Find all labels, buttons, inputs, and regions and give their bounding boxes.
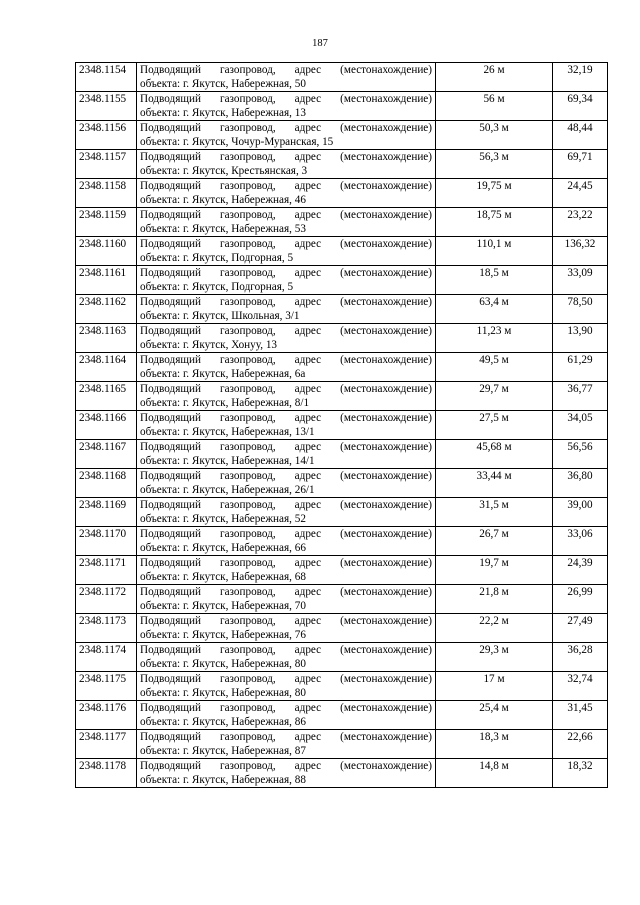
row-description-cell (137, 150, 436, 179)
table-body (76, 63, 608, 788)
row-id-cell: 2348.1160 (76, 237, 137, 266)
row-length-cell: 29,7 м (436, 382, 553, 411)
row-description-cell (137, 440, 436, 469)
description-line-1: Подводящий газопровод, адрес (местонахождение) (140, 122, 432, 134)
row-description-cell (137, 556, 436, 585)
description-line-2: объекта: г. Якутск, Хонуу, 13 (140, 339, 278, 351)
description-line-1: Подводящий газопровод, адрес (местонахождение) (140, 615, 432, 627)
row-value-cell: 33,09 (553, 266, 608, 295)
row-description-cell (137, 730, 436, 759)
table-row (76, 614, 608, 643)
description-line-1: Подводящий газопровод, адрес (местонахождение) (140, 209, 432, 221)
row-value-cell: 26,99 (553, 585, 608, 614)
row-description-cell (137, 208, 436, 237)
description-line-1: Подводящий газопровод, адрес (местонахождение) (140, 441, 432, 453)
description-line-2: объекта: г. Якутск, Набережная, 80 (140, 687, 306, 699)
page-number: 187 (312, 38, 328, 49)
row-value-cell: 24,39 (553, 556, 608, 585)
row-length-cell: 56 м (436, 92, 553, 121)
table-row (76, 469, 608, 498)
row-length-cell: 19,75 м (436, 179, 553, 208)
row-length-cell: 26,7 м (436, 527, 553, 556)
row-value-cell: 69,34 (553, 92, 608, 121)
row-value-cell: 61,29 (553, 353, 608, 382)
table-row (76, 643, 608, 672)
row-length-cell: 45,68 м (436, 440, 553, 469)
row-id-cell: 2348.1176 (76, 701, 137, 730)
row-length-cell: 56,3 м (436, 150, 553, 179)
table-row (76, 411, 608, 440)
description-line-2: объекта: г. Якутск, Набережная, 26/1 (140, 484, 315, 496)
row-description-cell (137, 672, 436, 701)
description-line-2: объекта: г. Якутск, Набережная, 6а (140, 368, 306, 380)
row-description-cell (137, 266, 436, 295)
description-line-1: Подводящий газопровод, адрес (местонахождение) (140, 383, 432, 395)
description-line-2: объекта: г. Якутск, Набережная, 86 (140, 716, 306, 728)
table-row (76, 295, 608, 324)
description-line-1: Подводящий газопровод, адрес (местонахождение) (140, 238, 432, 250)
description-line-1: Подводящий газопровод, адрес (местонахождение) (140, 93, 432, 105)
description-line-1: Подводящий газопровод, адрес (местонахождение) (140, 557, 432, 569)
row-id-cell: 2348.1173 (76, 614, 137, 643)
description-line-2: объекта: г. Якутск, Набережная, 46 (140, 194, 306, 206)
table-row (76, 63, 608, 92)
row-value-cell: 56,56 (553, 440, 608, 469)
row-id-cell: 2348.1165 (76, 382, 137, 411)
row-id-cell: 2348.1161 (76, 266, 137, 295)
gas-pipeline-table (75, 62, 608, 788)
description-line-1: Подводящий газопровод, адрес (местонахождение) (140, 325, 432, 337)
table-row (76, 353, 608, 382)
row-value-cell: 34,05 (553, 411, 608, 440)
table-row (76, 237, 608, 266)
row-id-cell: 2348.1174 (76, 643, 137, 672)
row-value-cell: 136,32 (553, 237, 608, 266)
row-value-cell: 27,49 (553, 614, 608, 643)
description-line-2: объекта: г. Якутск, Набережная, 52 (140, 513, 306, 525)
row-value-cell: 22,66 (553, 730, 608, 759)
row-description-cell (137, 237, 436, 266)
table-row (76, 266, 608, 295)
row-length-cell: 27,5 м (436, 411, 553, 440)
row-description-cell (137, 382, 436, 411)
row-value-cell: 48,44 (553, 121, 608, 150)
description-line-1: Подводящий газопровод, адрес (местонахождение) (140, 499, 432, 511)
row-id-cell: 2348.1172 (76, 585, 137, 614)
row-length-cell: 63,4 м (436, 295, 553, 324)
description-line-2: объекта: г. Якутск, Набережная, 13/1 (140, 426, 315, 438)
description-line-2: объекта: г. Якутск, Набережная, 8/1 (140, 397, 310, 409)
table-row (76, 179, 608, 208)
row-description-cell (137, 701, 436, 730)
description-line-2: объекта: г. Якутск, Набережная, 13 (140, 107, 306, 119)
table-row (76, 440, 608, 469)
description-line-1: Подводящий газопровод, адрес (местонахождение) (140, 267, 432, 279)
row-value-cell: 36,28 (553, 643, 608, 672)
description-line-2: объекта: г. Якутск, Набережная, 14/1 (140, 455, 315, 467)
description-line-2: объекта: г. Якутск, Набережная, 88 (140, 774, 306, 786)
row-id-cell: 2348.1163 (76, 324, 137, 353)
row-value-cell: 18,32 (553, 759, 608, 788)
table-row (76, 672, 608, 701)
description-line-1: Подводящий газопровод, адрес (местонахождение) (140, 528, 432, 540)
description-line-2: объекта: г. Якутск, Подгорная, 5 (140, 281, 294, 293)
row-id-cell: 2348.1164 (76, 353, 137, 382)
row-description-cell (137, 585, 436, 614)
row-id-cell: 2348.1169 (76, 498, 137, 527)
row-id-cell: 2348.1154 (76, 63, 137, 92)
description-line-1: Подводящий газопровод, адрес (местонахождение) (140, 644, 432, 656)
description-line-2: объекта: г. Якутск, Набережная, 87 (140, 745, 306, 757)
row-length-cell: 33,44 м (436, 469, 553, 498)
description-line-1: Подводящий газопровод, адрес (местонахождение) (140, 180, 432, 192)
row-length-cell: 18,5 м (436, 266, 553, 295)
description-line-1: Подводящий газопровод, адрес (местонахождение) (140, 64, 432, 76)
row-description-cell (137, 353, 436, 382)
row-id-cell: 2348.1162 (76, 295, 137, 324)
description-line-2: объекта: г. Якутск, Набережная, 68 (140, 571, 306, 583)
row-description-cell (137, 63, 436, 92)
row-length-cell: 17 м (436, 672, 553, 701)
row-id-cell: 2348.1155 (76, 92, 137, 121)
table-row (76, 730, 608, 759)
row-value-cell: 24,45 (553, 179, 608, 208)
description-line-2: объекта: г. Якутск, Набережная, 53 (140, 223, 306, 235)
row-id-cell: 2348.1168 (76, 469, 137, 498)
row-length-cell: 14,8 м (436, 759, 553, 788)
description-line-1: Подводящий газопровод, адрес (местонахождение) (140, 296, 432, 308)
row-length-cell: 18,75 м (436, 208, 553, 237)
description-line-1: Подводящий газопровод, адрес (местонахождение) (140, 586, 432, 598)
row-value-cell: 33,06 (553, 527, 608, 556)
description-line-1: Подводящий газопровод, адрес (местонахождение) (140, 731, 432, 743)
table-row (76, 701, 608, 730)
row-id-cell: 2348.1159 (76, 208, 137, 237)
description-line-2: объекта: г. Якутск, Набережная, 66 (140, 542, 306, 554)
row-length-cell: 25,4 м (436, 701, 553, 730)
row-description-cell (137, 411, 436, 440)
row-value-cell: 31,45 (553, 701, 608, 730)
description-line-1: Подводящий газопровод, адрес (местонахождение) (140, 760, 432, 772)
row-value-cell: 78,50 (553, 295, 608, 324)
row-id-cell: 2348.1167 (76, 440, 137, 469)
row-id-cell: 2348.1177 (76, 730, 137, 759)
row-id-cell: 2348.1158 (76, 179, 137, 208)
table-row (76, 92, 608, 121)
row-value-cell: 13,90 (553, 324, 608, 353)
row-id-cell: 2348.1170 (76, 527, 137, 556)
row-length-cell: 31,5 м (436, 498, 553, 527)
row-value-cell: 69,71 (553, 150, 608, 179)
description-line-1: Подводящий газопровод, адрес (местонахождение) (140, 702, 432, 714)
description-line-1: Подводящий газопровод, адрес (местонахождение) (140, 151, 432, 163)
description-line-2: объекта: г. Якутск, Набережная, 76 (140, 629, 306, 641)
row-length-cell: 11,23 м (436, 324, 553, 353)
row-value-cell: 32,74 (553, 672, 608, 701)
row-id-cell: 2348.1166 (76, 411, 137, 440)
row-length-cell: 21,8 м (436, 585, 553, 614)
table-row (76, 759, 608, 788)
description-line-2: объекта: г. Якутск, Чочур-Муранская, 15 (140, 136, 334, 148)
description-line-2: объекта: г. Якутск, Крестьянская, 3 (140, 165, 308, 177)
description-line-1: Подводящий газопровод, адрес (местонахождение) (140, 673, 432, 685)
row-length-cell: 49,5 м (436, 353, 553, 382)
row-description-cell (137, 614, 436, 643)
description-line-2: объекта: г. Якутск, Набережная, 80 (140, 658, 306, 670)
row-value-cell: 32,19 (553, 63, 608, 92)
row-length-cell: 22,2 м (436, 614, 553, 643)
description-line-2: объекта: г. Якутск, Набережная, 70 (140, 600, 306, 612)
row-id-cell: 2348.1175 (76, 672, 137, 701)
table-row (76, 150, 608, 179)
description-line-1: Подводящий газопровод, адрес (местонахождение) (140, 412, 432, 424)
row-description-cell (137, 92, 436, 121)
description-line-1: Подводящий газопровод, адрес (местонахождение) (140, 470, 432, 482)
row-description-cell (137, 498, 436, 527)
row-value-cell: 36,77 (553, 382, 608, 411)
row-length-cell: 29,3 м (436, 643, 553, 672)
description-line-2: объекта: г. Якутск, Подгорная, 5 (140, 252, 294, 264)
row-description-cell (137, 759, 436, 788)
row-length-cell: 18,3 м (436, 730, 553, 759)
row-length-cell: 110,1 м (436, 237, 553, 266)
row-length-cell: 26 м (436, 63, 553, 92)
table-row (76, 527, 608, 556)
row-id-cell: 2348.1157 (76, 150, 137, 179)
row-id-cell: 2348.1171 (76, 556, 137, 585)
description-line-2: объекта: г. Якутск, Набережная, 50 (140, 78, 306, 90)
row-description-cell (137, 643, 436, 672)
row-description-cell (137, 179, 436, 208)
row-value-cell: 39,00 (553, 498, 608, 527)
row-id-cell: 2348.1156 (76, 121, 137, 150)
row-description-cell (137, 324, 436, 353)
row-description-cell (137, 469, 436, 498)
table-row (76, 585, 608, 614)
table-row (76, 556, 608, 585)
row-description-cell (137, 527, 436, 556)
table-row (76, 498, 608, 527)
table-row (76, 208, 608, 237)
description-line-1: Подводящий газопровод, адрес (местонахождение) (140, 354, 432, 366)
row-id-cell: 2348.1178 (76, 759, 137, 788)
row-description-cell (137, 121, 436, 150)
row-length-cell: 50,3 м (436, 121, 553, 150)
row-value-cell: 36,80 (553, 469, 608, 498)
row-length-cell: 19,7 м (436, 556, 553, 585)
row-description-cell (137, 295, 436, 324)
table-row (76, 382, 608, 411)
table-row (76, 121, 608, 150)
description-line-2: объекта: г. Якутск, Школьная, 3/1 (140, 310, 300, 322)
row-value-cell: 23,22 (553, 208, 608, 237)
table-row (76, 324, 608, 353)
